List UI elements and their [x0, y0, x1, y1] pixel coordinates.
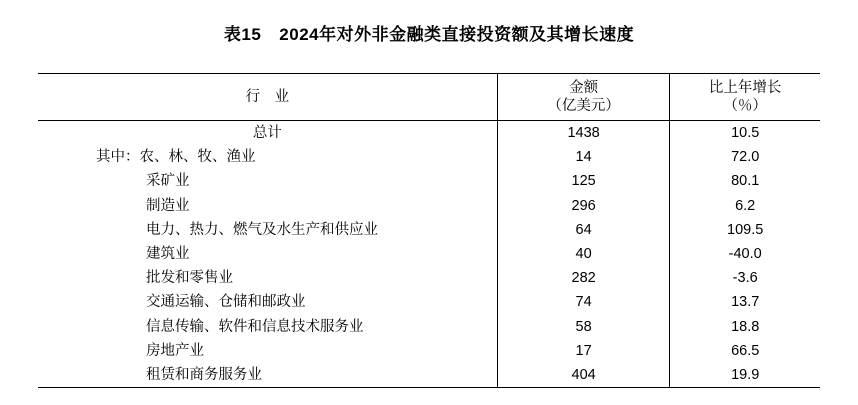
cell-industry: [38, 218, 497, 242]
column-header-amount-unit: （亿美元）: [547, 98, 620, 114]
cell-industry: [38, 290, 497, 314]
cell-industry: [38, 363, 497, 388]
table-container: [38, 73, 820, 388]
table-row: [38, 145, 820, 169]
column-header-growth: [670, 74, 820, 121]
cell-industry: [38, 315, 497, 339]
table-row: [38, 121, 820, 146]
table-row: [38, 363, 820, 388]
cell-amount: 282: [497, 266, 670, 290]
table-number: 表15: [223, 25, 262, 44]
cell-growth: 6.2: [670, 194, 820, 218]
column-header-amount: [497, 74, 670, 121]
industry-label: 其中：农、林、牧、渔业: [96, 149, 256, 166]
industry-label: 信息传输、软件和信息技术服务业: [146, 318, 364, 335]
cell-amount: 14: [497, 145, 670, 169]
table-header-row: [38, 74, 820, 121]
table-row: [38, 169, 820, 193]
cell-amount: 40: [497, 242, 670, 266]
industry-label: 批发和零售业: [146, 270, 233, 287]
investment-table: [38, 73, 820, 388]
cell-growth: 66.5: [670, 339, 820, 363]
cell-growth: 18.8: [670, 315, 820, 339]
industry-label: 租赁和商务服务业: [146, 367, 262, 384]
cell-growth: 19.9: [670, 363, 820, 388]
industry-label: 制造业: [146, 197, 190, 214]
cell-growth: 72.0: [670, 145, 820, 169]
cell-amount: 296: [497, 194, 670, 218]
table-title-text: 2024年对外非金融类直接投资额及其增长速度: [279, 25, 635, 44]
cell-industry: [38, 242, 497, 266]
cell-growth: -3.6: [670, 266, 820, 290]
column-header-growth-label: 比上年增长: [708, 79, 782, 96]
cell-industry: [38, 145, 497, 169]
table-row: [38, 242, 820, 266]
industry-label: 建筑业: [146, 246, 190, 263]
cell-amount: 1438: [497, 121, 670, 146]
cell-growth: -40.0: [670, 242, 820, 266]
table-row: [38, 315, 820, 339]
industry-label: 电力、热力、燃气及水生产和供应业: [146, 221, 378, 238]
industry-label: 采矿业: [146, 173, 190, 190]
cell-amount: 58: [497, 315, 670, 339]
cell-amount: 125: [497, 169, 670, 193]
cell-growth: 109.5: [670, 218, 820, 242]
cell-amount: 17: [497, 339, 670, 363]
cell-industry: [38, 121, 497, 146]
cell-amount: 404: [497, 363, 670, 388]
column-header-amount-label: 金额: [569, 79, 599, 96]
cell-growth: 10.5: [670, 121, 820, 146]
table-row: [38, 194, 820, 218]
table-row: [38, 266, 820, 290]
column-header-growth-unit: （％）: [723, 98, 767, 114]
cell-amount: 64: [497, 218, 670, 242]
table-row: [38, 218, 820, 242]
table-header: [38, 74, 820, 121]
cell-industry: [38, 169, 497, 193]
cell-industry: [38, 194, 497, 218]
cell-amount: 74: [497, 290, 670, 314]
cell-growth: 13.7: [670, 290, 820, 314]
industry-label: 总计: [252, 125, 282, 141]
cell-industry: [38, 266, 497, 290]
column-header-industry: 行 业: [38, 74, 497, 121]
table-row: [38, 339, 820, 363]
industry-label: 交通运输、仓储和邮政业: [146, 294, 306, 311]
cell-industry: [38, 339, 497, 363]
table-body: [38, 121, 820, 388]
cell-growth: 80.1: [670, 169, 820, 193]
page-title: [0, 0, 858, 53]
industry-label: 房地产业: [146, 342, 204, 359]
table-row: [38, 290, 820, 314]
